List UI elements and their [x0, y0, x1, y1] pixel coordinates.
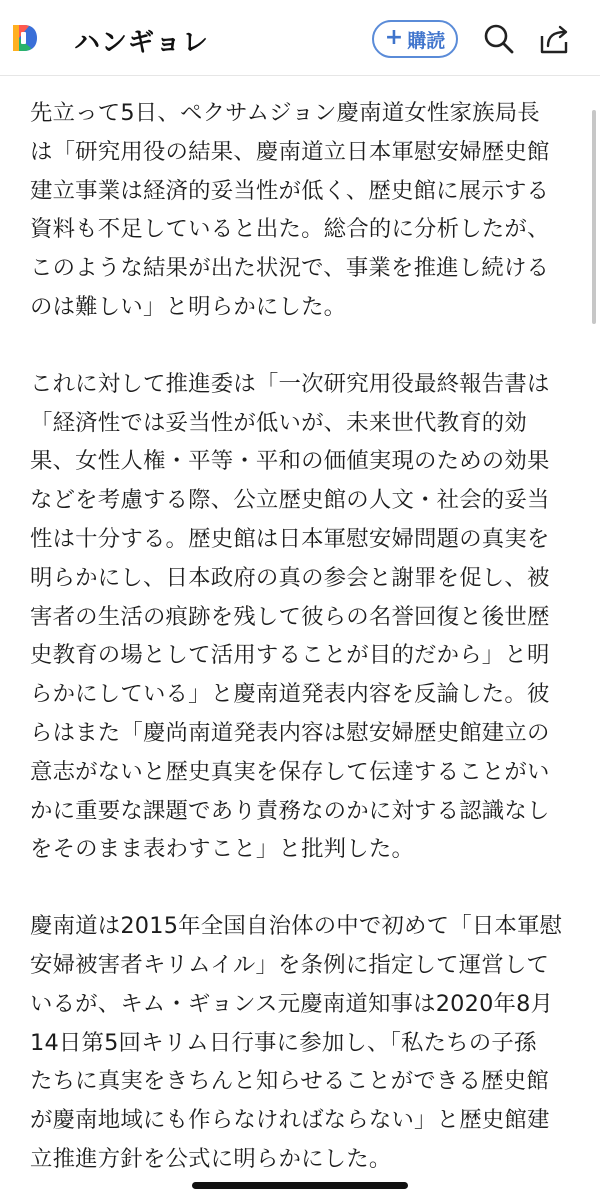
- share-icon[interactable]: [538, 22, 572, 56]
- plus-icon: +: [384, 25, 404, 50]
- search-icon[interactable]: [482, 22, 516, 56]
- app-header: [0, 0, 600, 76]
- hankyoreh-logo-icon[interactable]: [10, 22, 40, 54]
- article-paragraph: 先立って5日、ペクサムジョン慶南道女性家族局長 は「研究用役の結果、慶南道立日本軍慰安婦歴史館 建立事業は経済的妥当性が低く、歴史館に展示する 資料も不足していると出た。総合的に分析したが、 このような結果が出た状況で、事業を推進し続ける のは難しい」と明らかにした。: [30, 100, 550, 320]
- brand-name: ハンギョレ: [74, 28, 210, 58]
- subscribe-label: 購読: [407, 29, 446, 52]
- scrollbar[interactable]: [592, 110, 596, 324]
- article-body: [30, 94, 576, 1179]
- home-indicator[interactable]: [192, 1182, 408, 1189]
- subscribe-button[interactable]: [372, 20, 458, 58]
- article-paragraph: これに対して推進委は「一次研究用役最終報告書は 「経済性では妥当性が低いが、未来世代教育的効 果、女性人権・平等・平和の価値実現のための効果 などを考慮する際、公立歴史館の人文・社会的妥当 性は十分する。歴史館は日本軍慰安婦問題の真実を 明らかにし、日本政府の真の参会と謝罪を促し、被 害者の生活の痕跡を残して彼らの名誉回復と後世歴 史教育の場として活用することが目的だから」と明 らかにしている」と慶南道発表内容を反論した。彼 らはまた「慶尚南道発表内容は慰安婦歴史館建立の 意志がないと歴史真実を保存して伝達することがい かに重要な課題であり責務なのかに対する認識なし をそのまま表わすこと」と批判した。: [30, 370, 550, 863]
- article-paragraph: 慶南道は2015年全国自治体の中で初めて「日本軍慰 安婦被害者キリムイル」を条例に指定して運営して いるが、キム・ギョンス元慶南道知事は2020年8月 14日第5回キリム日行事に参加し、「私たちの子孫 たちに真実をきちんと知らせることができる歴史館 が慶南地域にも作らなければならない」と歴史館建 立推進方針を公式に明らかにした。: [30, 913, 563, 1172]
